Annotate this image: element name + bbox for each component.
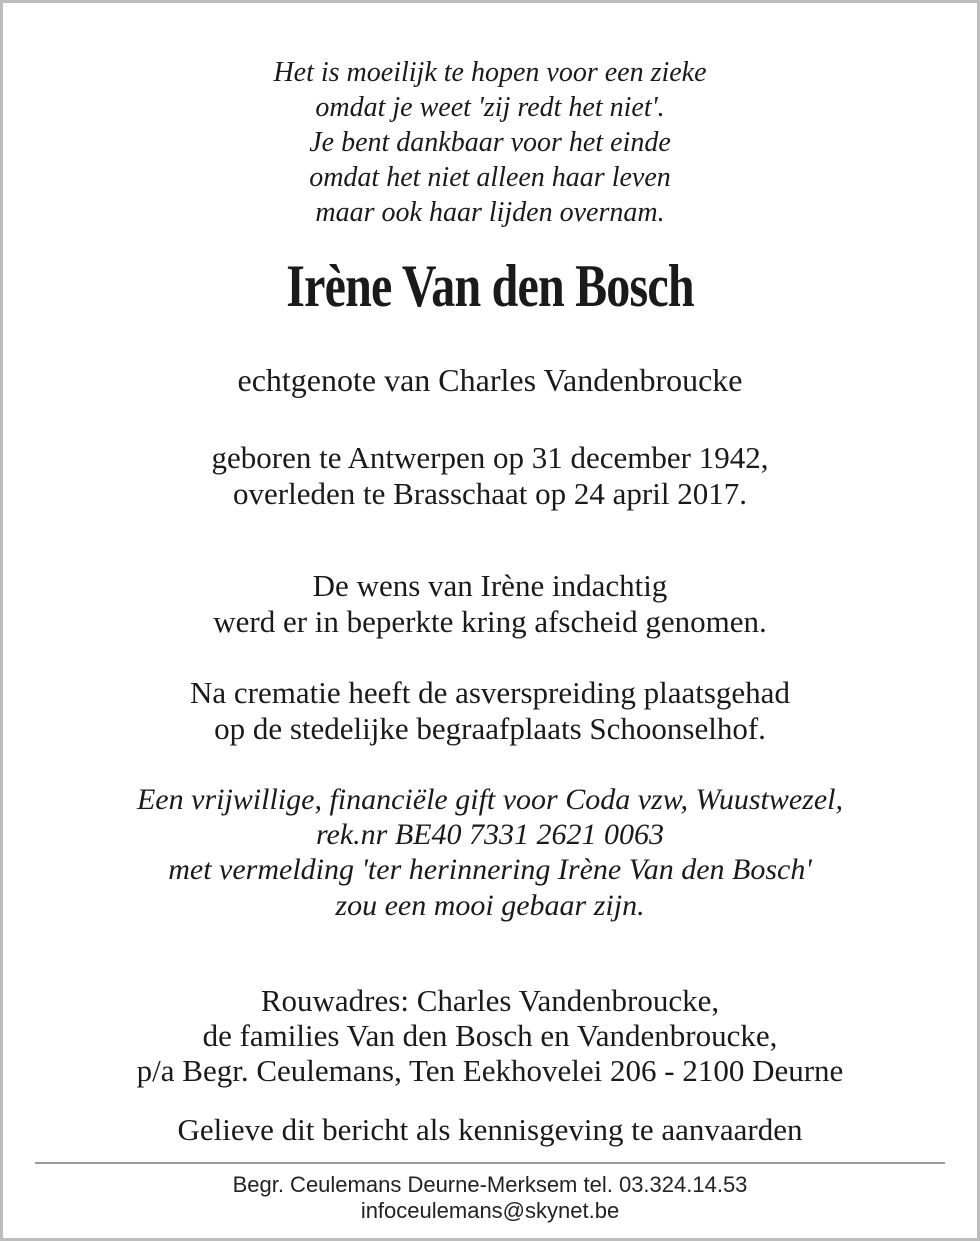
address-line: p/a Begr. Ceulemans, Ten Eekhovelei 206 - 2100 Deurne (136, 1053, 844, 1088)
cremation-line: Na crematie heeft de asverspreiding plaatsgehad (190, 675, 790, 710)
donation-account: rek.nr BE40 7331 2621 0063 (315, 818, 665, 851)
donation-line: met vermelding 'ter herinnering Irène Van den Bosch' (168, 853, 812, 886)
farewell-line: De wens van Irène indachtig (312, 568, 668, 603)
donation-line: Een vrijwillige, financiële gift voor Coda vzw, Wuustwezel, (136, 783, 844, 816)
verse-line: omdat je weet 'zij redt het niet'. (315, 92, 665, 123)
verse-line: maar ook haar lijden overnam. (315, 197, 665, 228)
death-line: overleden te Brasschaat op 24 april 2017. (233, 476, 747, 511)
address-line: de families Van den Bosch en Vandenbroucke, (202, 1018, 778, 1053)
acknowledgement-notice: Gelieve dit bericht als kennisgeving te aanvaarden (177, 1112, 803, 1147)
verse-line: Je bent dankbaar voor het einde (309, 127, 671, 158)
funeral-home-email: infoceulemans@skynet.be (360, 1198, 620, 1223)
funeral-home-contact: Begr. Ceulemans Deurne-Merksem tel. 03.324.14.53 (232, 1172, 748, 1197)
spouse-line: echtgenote van Charles Vandenbroucke (237, 362, 743, 398)
farewell-line: werd er in beperkte kring afscheid genomen. (213, 604, 767, 639)
footer-divider (35, 1162, 945, 1164)
deceased-name: Irène Van den Bosch (286, 253, 694, 319)
address-line: Rouwadres: Charles Vandenbroucke, (260, 983, 720, 1018)
donation-line: zou een mooi gebaar zijn. (335, 889, 645, 922)
cremation-line: op de stedelijke begraafplaats Schoonselhof. (214, 711, 766, 746)
birth-line: geboren te Antwerpen op 31 december 1942, (211, 440, 769, 475)
verse-line: Het is moeilijk te hopen voor een zieke (273, 57, 707, 88)
verse-line: omdat het niet alleen haar leven (309, 162, 671, 193)
